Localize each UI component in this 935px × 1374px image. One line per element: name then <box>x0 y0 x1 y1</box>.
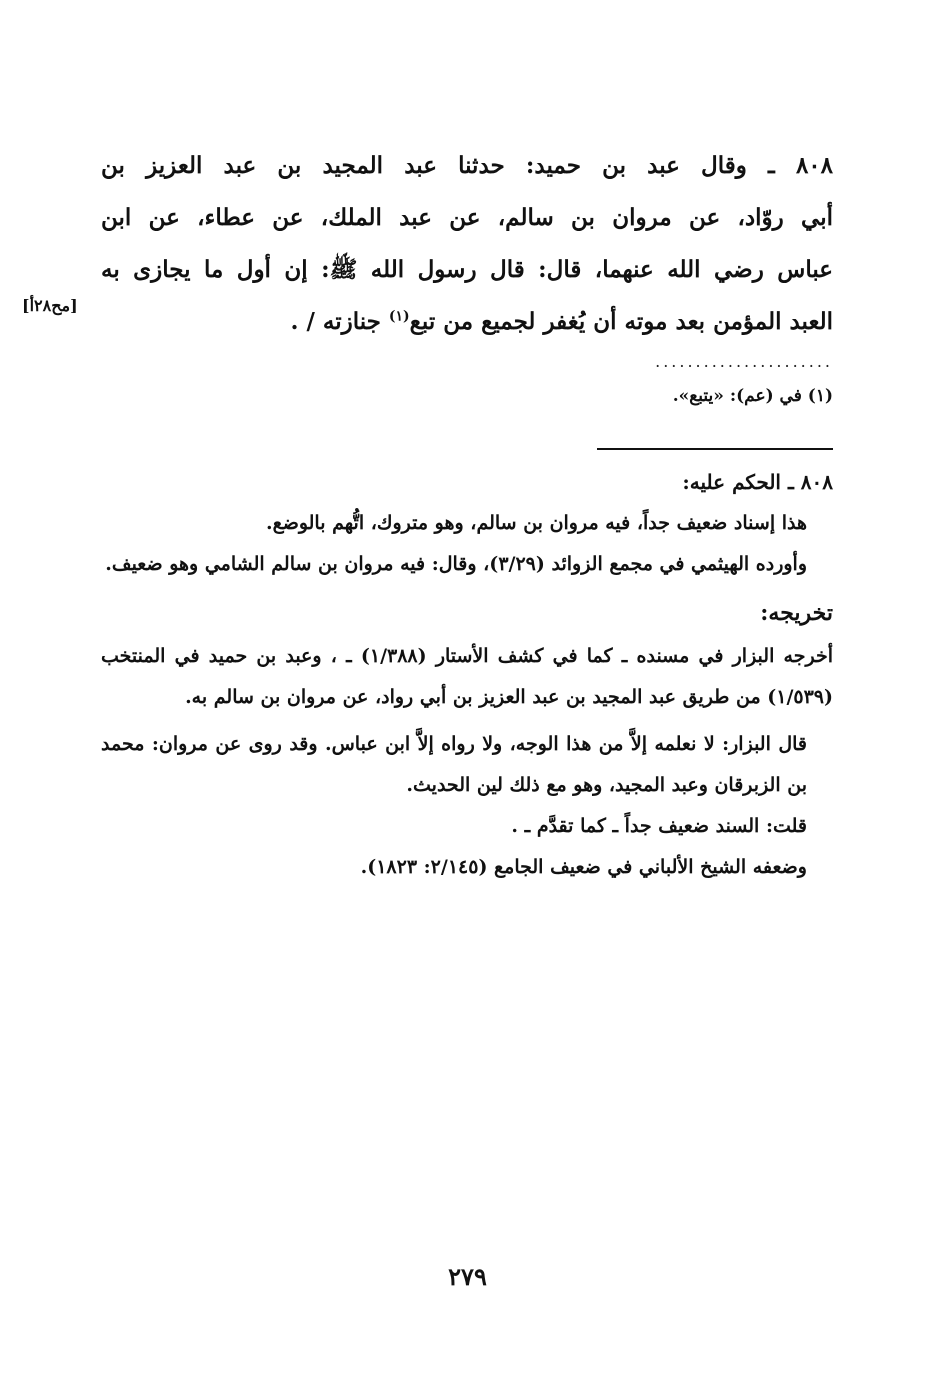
footnote: (١) في (عم): «يتبع». <box>672 386 833 406</box>
ruling-heading: ٨٠٨ ـ الحكم عليه: <box>682 470 833 494</box>
hadith-text <box>101 140 833 348</box>
footnote-separator: ...................... <box>655 352 833 371</box>
section-divider <box>597 448 833 450</box>
takhrij-paragraph: قال البزار: لا نعلمه إلاَّ من هذا الوجه، ولا رواه إلاَّ ابن عباس. وقد روى عن مروان: محمد بن الزبرقان وعبد المجيد، وهو مع ذلك لين الحديث. <box>101 733 807 796</box>
takhrij-paragraph: أخرجه البزار في مسنده ـ كما في كشف الأستار (١/٣٨٨) ـ ، وعبد بن حميد في المنتخب (١/٥٣٩) من طريق عبد المجيد بن عبد العزيز بن أبي رواد، عن مروان بن سالم به. <box>101 645 833 708</box>
footnote-marker: (١) <box>388 308 410 325</box>
takhrij-paragraph: قلت: السند ضعيف جداً ـ كما تقدَّم ـ . <box>511 815 807 837</box>
ruling-paragraph: هذا إسناد ضعيف جداً، فيه مروان بن سالم، وهو متروك، اتُّهم بالوضع. <box>265 512 807 534</box>
hadith-line: ٨٠٨ ـ وقال عبد بن حميد: حدثنا عبد المجيد بن عبد العزيز بن <box>101 152 833 179</box>
ruling-paragraph: وأورده الهيثمي في مجمع الزوائد (٣/٢٩)، وقال: فيه مروان بن سالم الشامي وهو ضعيف. <box>105 553 807 575</box>
hadith-line-text-end: جنازته / . <box>290 308 389 335</box>
hadith-line: أبي روّاد، عن مروان بن سالم، عن عبد الملك، عن عطاء، عن ابن <box>101 204 833 231</box>
hadith-line-text: العبد المؤمن بعد موته أن يُغفر لجميع من تبع <box>409 308 833 335</box>
takhrij-paragraph: وضعفه الشيخ الألباني في ضعيف الجامع (٢/١٤٥: ١٨٢٣). <box>360 856 807 878</box>
commentary-section <box>101 462 833 888</box>
page-number: ٢٧٩ <box>448 1262 487 1291</box>
manuscript-margin-reference: [مح٢٨أ] <box>22 296 78 315</box>
hadith-line <box>101 296 833 348</box>
hadith-line: عباس رضي الله عنهما، قال: قال رسول الله ﷺ: إن أول ما يجازى به <box>101 256 833 283</box>
takhrij-heading: تخريجه: <box>760 600 833 626</box>
